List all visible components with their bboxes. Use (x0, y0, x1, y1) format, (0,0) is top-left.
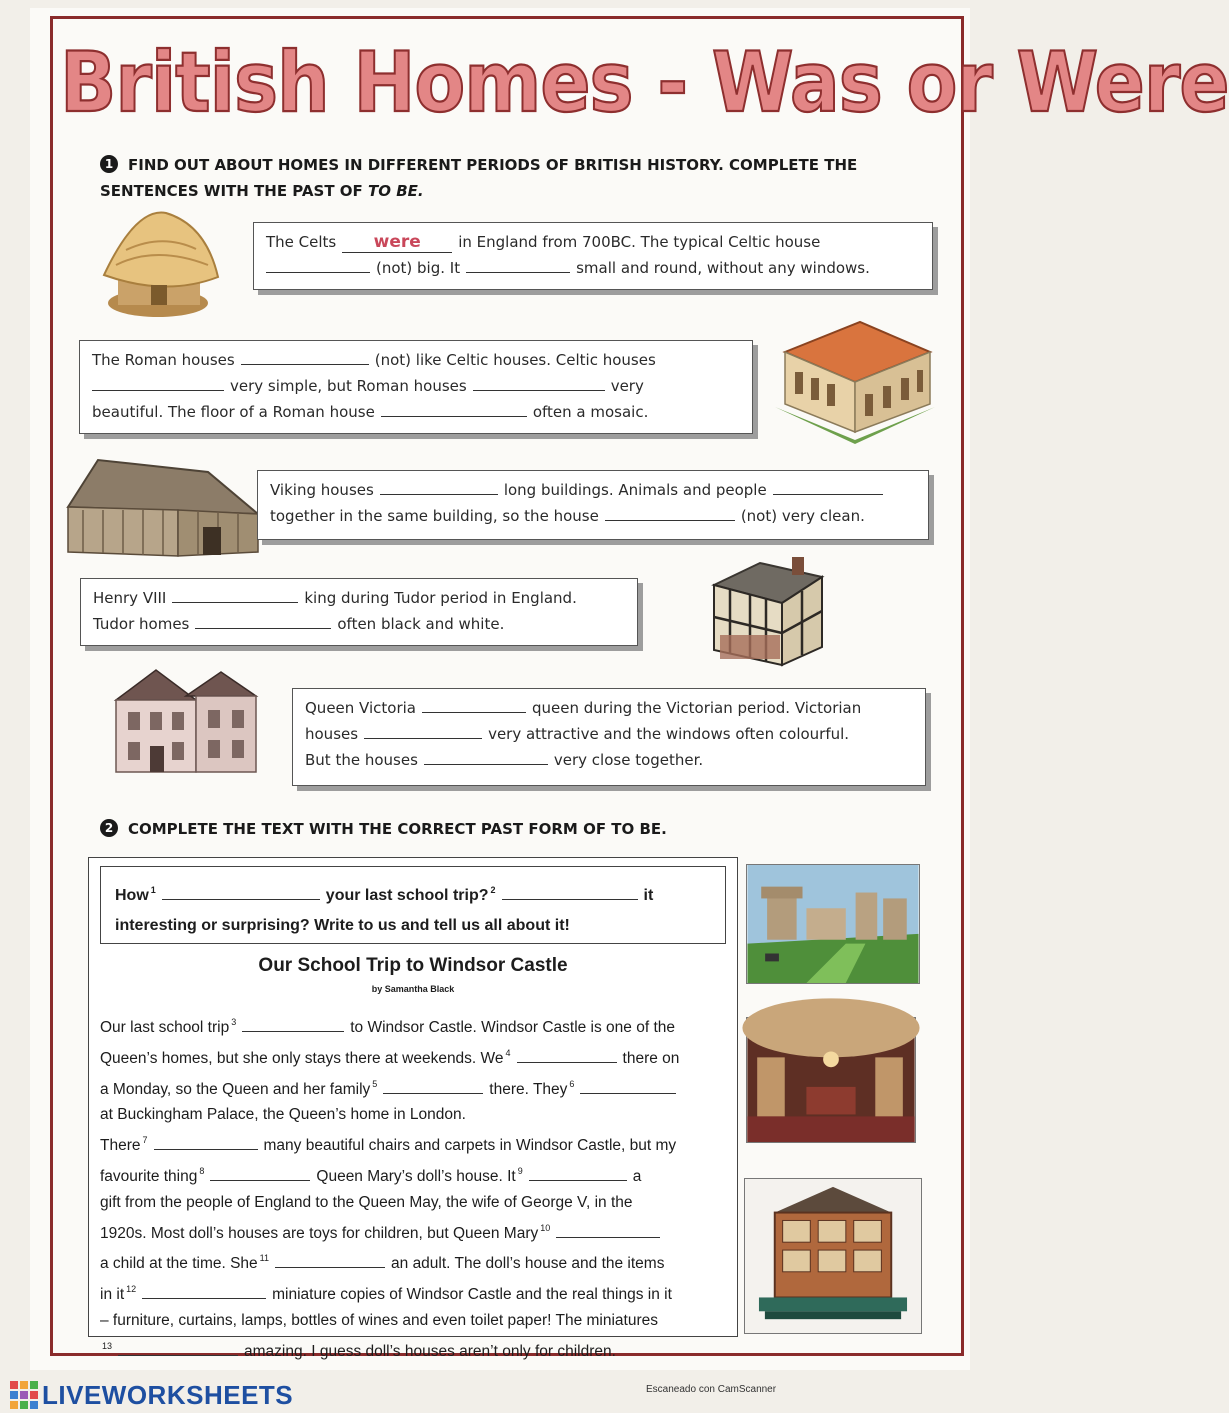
tudor-sentence-box (80, 578, 638, 646)
gap-8-blank[interactable] (210, 1163, 310, 1181)
roman-text-2: (not) like Celtic houses. Celtic houses (374, 351, 656, 369)
intro-question-box (100, 866, 726, 944)
intro-text-3: it (643, 887, 654, 904)
section2-number: 2 (100, 819, 118, 837)
gap-10-blank[interactable] (556, 1220, 660, 1238)
celtic-text-2: in England from 700BC. The typical Celtic house (458, 233, 821, 251)
story-s19: – furniture, curtains, lamps, bottles of wines and even toilet paper! The miniatures (100, 1311, 659, 1329)
gap-number-13: 13 (102, 1340, 113, 1351)
section1-heading (100, 152, 900, 204)
victorian-blank-2[interactable] (364, 721, 482, 739)
camscanner-note: Escaneado con CamScanner (646, 1384, 777, 1395)
gap-number-6: 6 (569, 1078, 575, 1089)
viking-blank-3[interactable] (605, 503, 735, 521)
gap-number-8: 8 (199, 1165, 205, 1176)
celtic-text-1: The Celts (266, 233, 337, 251)
story-byline: by Samantha Black (371, 984, 455, 994)
section1-number: 1 (100, 155, 118, 173)
viking-blank-1[interactable] (380, 477, 498, 495)
tudor-blank-1[interactable] (172, 585, 298, 603)
gap-number-7: 7 (142, 1135, 148, 1146)
gap-number-12: 12 (126, 1284, 137, 1295)
celtic-answer-1[interactable]: were (342, 232, 452, 253)
tudor-text-2: king during Tudor period in England. (304, 589, 577, 607)
victorian-text-1: Queen Victoria (305, 699, 416, 717)
gap-1-blank[interactable] (162, 882, 320, 900)
roman-sentence-box (79, 340, 753, 434)
victorian-house-picture (96, 660, 266, 785)
story-s9: many beautiful chairs and carpets in Windsor Castle, but my (263, 1137, 677, 1155)
gap-11-blank[interactable] (275, 1250, 385, 1268)
roman-blank-3[interactable] (473, 373, 605, 391)
gap-number-5: 5 (372, 1078, 378, 1089)
victorian-text-5: But the houses (305, 751, 418, 769)
section1-instruction: FIND OUT ABOUT HOMES IN DIFFERENT PERIODS OF BRITISH HISTORY. COMPLETE THE SENTENCES WITH THE PAST OF (100, 156, 858, 200)
victorian-sentence-box (292, 688, 926, 786)
story-s18: miniature copies of Windsor Castle and the real things in it (272, 1286, 672, 1304)
story-s14: 1920s. Most doll’s houses are toys for children, but Queen Mary (100, 1224, 539, 1242)
tudor-blank-2[interactable] (195, 611, 331, 629)
viking-text-1: Viking houses (270, 481, 374, 499)
roman-blank-1[interactable] (241, 347, 369, 365)
victorian-text-6: very close together. (553, 751, 704, 769)
story-s6: there. They (489, 1080, 568, 1098)
roman-text-3: very simple, but Roman houses (230, 377, 467, 395)
story-s12: a (632, 1167, 642, 1185)
story-s4: there on (622, 1049, 680, 1067)
tudor-house-picture (700, 555, 835, 677)
victorian-blank-3[interactable] (424, 747, 548, 765)
story-s11: Queen Mary’s doll’s house. It (316, 1167, 516, 1185)
viking-text-4: (not) very clean. (740, 507, 865, 525)
viking-sentence-box (257, 470, 929, 540)
story-s2: to Windsor Castle. Windsor Castle is one of the (350, 1019, 676, 1036)
celtic-roundhouse-picture (96, 205, 226, 325)
story-s13: gift from the people of England to the Queen May, the wife of George V, in the (100, 1193, 633, 1211)
story-s17: in it (100, 1286, 125, 1304)
gap-5-blank[interactable] (383, 1076, 483, 1094)
celtic-blank-2[interactable] (266, 255, 370, 273)
intro-text-4: interesting or surprising? Write to us and tell us all about it! (115, 917, 570, 934)
gap-6-blank[interactable] (580, 1076, 676, 1094)
story-title: Our School Trip to Windsor Castle (258, 955, 568, 976)
gap-number-9: 9 (517, 1165, 523, 1176)
gap-3-blank[interactable] (242, 1014, 344, 1032)
gap-12-blank[interactable] (142, 1281, 266, 1299)
tudor-text-3: Tudor homes (93, 615, 190, 633)
castle-interior-photo (746, 1017, 916, 1143)
gap-number-4: 4 (505, 1047, 511, 1058)
gap-number-1: 1 (150, 885, 156, 895)
victorian-blank-1[interactable] (422, 695, 526, 713)
liveworksheets-brand: LIVEWORKSHEETS (42, 1379, 294, 1410)
gap-number-11: 11 (259, 1253, 270, 1264)
victorian-text-4: very attractive and the windows often colourful. (488, 725, 850, 743)
page-title: British Homes - Was or Were (60, 34, 1229, 132)
section2-heading (100, 816, 800, 842)
roman-blank-4[interactable] (381, 399, 527, 417)
viking-blank-2[interactable] (773, 477, 883, 495)
intro-text-2: your last school trip? (325, 887, 489, 904)
story-s7: at Buckingham Palace, the Queen’s home in London. (100, 1106, 466, 1124)
story-s5: a Monday, so the Queen and her family (100, 1080, 371, 1098)
story-s1: Our last school trip (100, 1019, 230, 1036)
story-text (100, 1010, 728, 1365)
victorian-text-3: houses (305, 725, 359, 743)
windsor-castle-photo (746, 864, 920, 984)
roman-text-6: often a mosaic. (532, 403, 649, 421)
gap-number-2: 2 (490, 885, 496, 895)
celtic-text-4: small and round, without any windows. (576, 259, 870, 277)
story-s15: a child at the time. She (100, 1255, 258, 1273)
gap-4-blank[interactable] (517, 1045, 617, 1063)
gap-number-3: 3 (231, 1017, 237, 1027)
gap-number-10: 10 (540, 1222, 551, 1233)
viking-text-3: together in the same building, so the house (270, 507, 599, 525)
viking-text-2: long buildings. Animals and people (503, 481, 767, 499)
liveworksheets-blocks-icon (10, 1381, 38, 1409)
gap-2-blank[interactable] (502, 882, 638, 900)
celtic-sentence-box (253, 222, 933, 290)
dolls-house-photo (744, 1178, 922, 1334)
story-s20: amazing. I guess doll’s houses aren’t only for children. (244, 1342, 616, 1360)
story-s10: favourite thing (100, 1167, 198, 1185)
roman-text-4: very (610, 377, 644, 395)
section1-instruction-to-be: TO BE. (368, 182, 424, 200)
celtic-blank-3[interactable] (466, 255, 570, 273)
section2-instruction: COMPLETE THE TEXT WITH THE CORRECT PAST FORM OF TO BE. (128, 820, 667, 838)
story-s8: There (100, 1137, 141, 1155)
tudor-text-1: Henry VIII (93, 589, 167, 607)
gap-9-blank[interactable] (529, 1163, 627, 1181)
roman-blank-2[interactable] (92, 373, 224, 391)
roman-text-1: The Roman houses (92, 351, 235, 369)
victorian-text-2: queen during the Victorian period. Victorian (531, 699, 862, 717)
intro-text-1: How (115, 887, 149, 904)
story-s3: Queen’s homes, but she only stays there at weekends. We (100, 1049, 504, 1067)
gap-13-blank[interactable] (118, 1338, 238, 1356)
tudor-text-4: often black and white. (337, 615, 505, 633)
celtic-text-3: (not) big. It (376, 259, 461, 277)
viking-longhouse-picture (58, 452, 270, 562)
liveworksheets-logo (10, 1380, 293, 1410)
gap-7-blank[interactable] (154, 1132, 258, 1150)
roman-villa-picture (765, 312, 940, 447)
roman-text-5: beautiful. The floor of a Roman house (92, 403, 375, 421)
story-s16: an adult. The doll’s house and the items (391, 1255, 665, 1273)
